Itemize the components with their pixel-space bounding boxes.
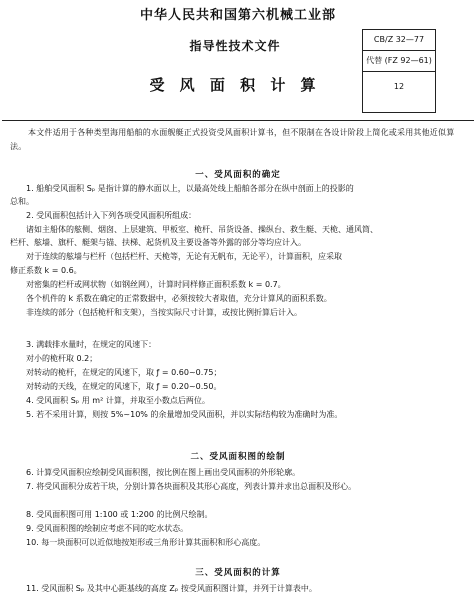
standard-code: CB/Z 32—77: [363, 30, 435, 51]
section-line: 对转动的桅杆，在规定的风速下，取 ƒ = 0.60~0.75；: [26, 368, 222, 377]
section-line: 2. 受风面积包括计入下列各项受风面积所组成：: [26, 211, 197, 220]
replaces-code: 代替 (FZ 92—61): [363, 51, 435, 72]
section-line: 6. 计算受风面积应绘制受风面积图，按比例在图上画出受风面积的外形轮廓。: [26, 468, 301, 477]
intro-paragraph: 本文件适用于各种类型海用船舶的水面舰艇正式投资受风面积计算书，但不限制在各设计阶段上简化或采用其他近似算法。: [10, 128, 455, 151]
section-line: 各个机件的 k 系数在确定的正常数据中，必须按较大者取值，充分计算风的面积系数。: [26, 294, 332, 303]
section-line: 对于连续的舷墙与栏杆（包括栏杆、天桅等，无论有无帆布，无论平），计算面积，应采取: [26, 252, 342, 261]
section-line: 10. 每一块面积可以近似地按矩形或三角形计算其面积和形心高度。: [26, 538, 266, 547]
section-line: 对小的桅杆取 0.2；: [26, 354, 98, 363]
document-title: 受 风 面 积 计 算: [149, 76, 321, 94]
section-line: 7. 将受风面积分成若干块，分别计算各块面积及其形心高度，列表计算并求出总面积及形心。: [26, 482, 357, 491]
section-line: 总和。: [10, 197, 34, 206]
section-line: 11. 受风面积 Sₚ 及其中心距基线的高度 Zₚ 按受风面积图计算，并列于计算表中。: [26, 584, 317, 593]
document-type: 指导性技术文件: [189, 39, 281, 53]
section-line: 非连续的部分（包括桅杆和支架），当按实际尺寸计算，或按比例折算后计入。: [26, 308, 302, 317]
code-box: [362, 29, 436, 113]
section-line: 栏杆、舷墙、旗杆、艇架与锚、扶梯、起货机及主要设备等外露的部分等均应计入。: [10, 238, 306, 247]
section-line: 对转动的天线，在规定的风速下，取 ƒ = 0.20~0.50。: [26, 382, 222, 391]
section-line: 5. 若不采用计算，则按 5%~10% 的余量增加受风面积，并以实际结构较为准确时为准。: [26, 410, 343, 419]
page-number: 12: [393, 82, 405, 91]
section-line: 4. 受风面积 Sₚ 用 m² 计算，并取至小数点后两位。: [26, 396, 210, 405]
section-line: 诸如主船体的舷侧、烟囱、上层建筑、甲板室、桅杆、吊货设备、操纵台、救生艇、天桅、通风筒、: [26, 225, 378, 234]
section-line: 对密集的栏杆或网状物（如钢丝网），计算时同样修正面积系数 k = 0.7。: [26, 280, 286, 289]
section-line: 8. 受风面积图可用 1:100 或 1:200 的比例尺绘制。: [26, 510, 213, 519]
header-rule: [2, 120, 474, 121]
section-line: 3. 满载排水量时，在规定的风速下：: [26, 340, 157, 349]
section-line: 9. 受风面积图的绘制应考虑不同的吃水状态。: [26, 524, 189, 533]
ministry-title: 中华人民共和国第六机械工业部: [139, 8, 336, 23]
section-line: 修正系数 k = 0.6。: [10, 266, 82, 275]
section-heading: 二、受风面积图的绘制: [190, 452, 286, 462]
section-line: 1. 船舶受风面积 Sₚ 是指计算的静水面以上，以最高处线上船舶各部分在纵中剖面上的投影的: [26, 184, 354, 193]
section-heading: 一、受风面积的确定: [195, 170, 281, 180]
section-heading: 三、受风面积的计算: [195, 568, 281, 578]
